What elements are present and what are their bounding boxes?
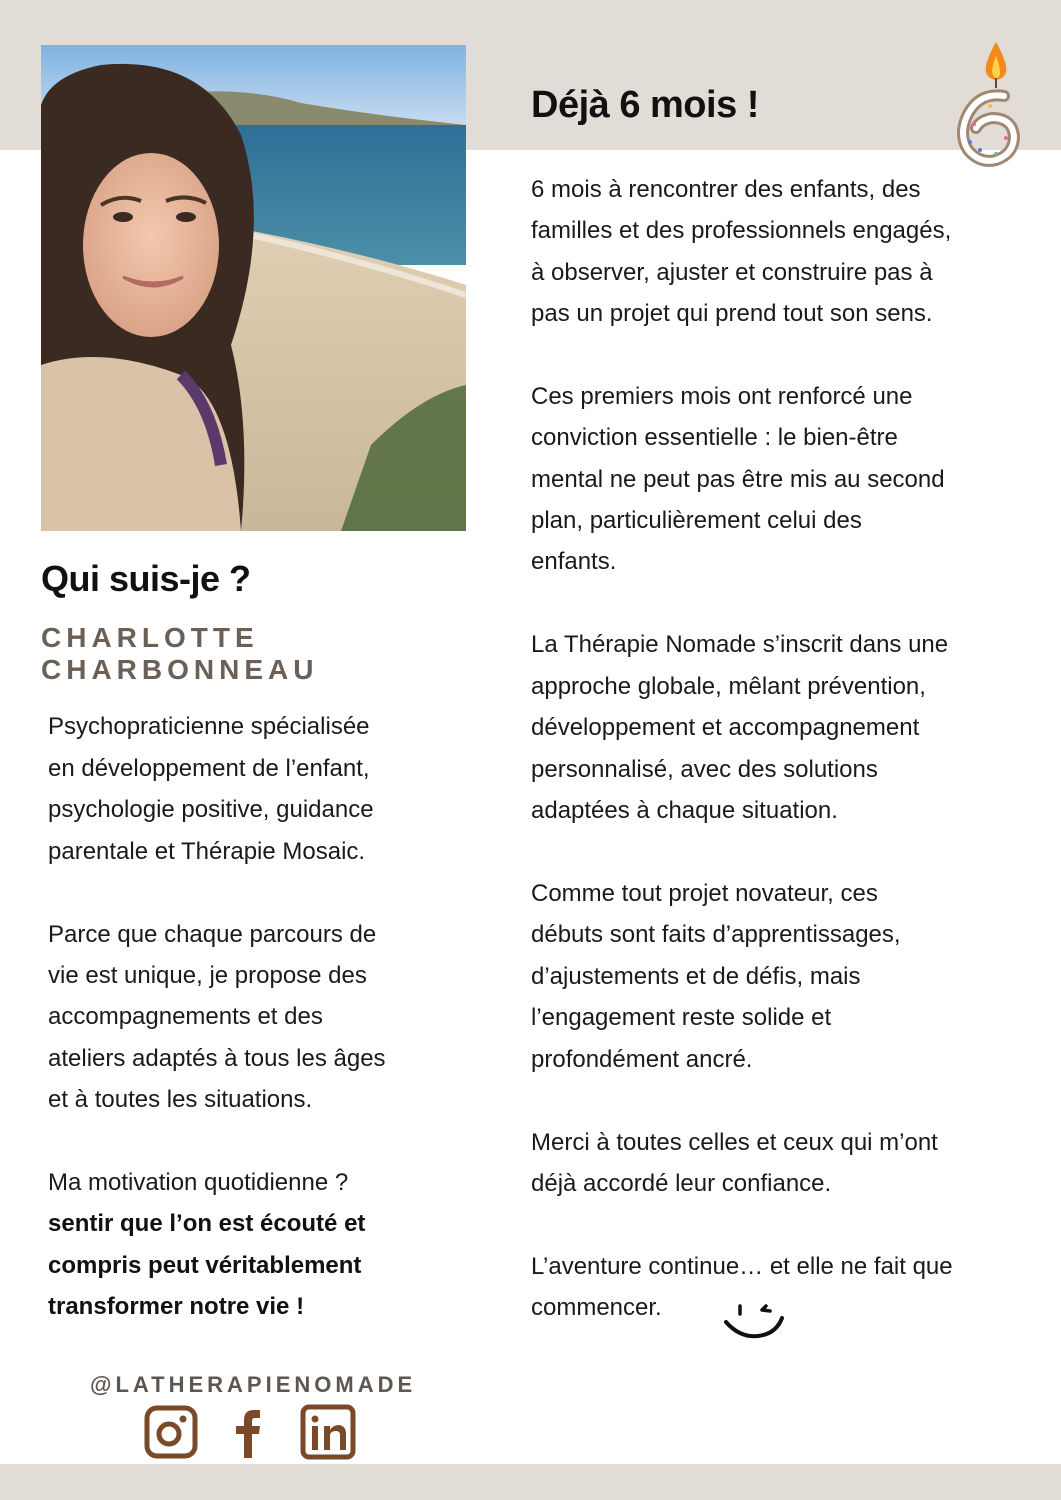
facebook-icon[interactable] [230,1404,266,1460]
text-line: accompagnements et des [48,1003,323,1030]
text-line: approche globale, mêlant prévention, [531,673,926,700]
winking-smiley-icon [720,1298,790,1344]
text-line: développement et accompagnement [531,714,920,741]
text-line: Comme tout projet novateur, ces [531,880,878,907]
text-line: Ma motivation quotidienne ? [48,1169,349,1196]
text-line: personnalisé, avec des solutions [531,756,878,783]
text-line: ateliers adaptés à tous les âges [48,1045,386,1072]
text-line: enfants. [531,548,617,575]
text-line-bold: transformer notre vie ! [48,1293,305,1320]
text-line: 6 mois à rencontrer des enfants, des [531,176,921,203]
text-line: l’engagement reste solide et [531,1004,832,1031]
text-line: et à toutes les situations. [48,1086,313,1113]
text-line: adaptées à chaque situation. [531,797,838,824]
instagram-icon[interactable] [144,1404,198,1460]
text-line: mental ne peut pas être mis au second [531,466,945,493]
bottom-band [0,1464,1061,1500]
text-line: d’ajustements et de défis, mais [531,963,861,990]
text-line-bold: sentir que l’on est écouté et [48,1210,366,1237]
about-title: Qui suis-je ? [41,558,251,599]
text-line: à observer, ajuster et construire pas à [531,259,933,286]
linkedin-icon[interactable] [300,1404,356,1460]
text-line: plan, particulièrement celui des [531,507,862,534]
text-line: La Thérapie Nomade s’inscrit dans une [531,631,949,658]
text-line: Merci à toutes celles et ceux qui m’ont [531,1129,938,1156]
last-name: CHARBONNEAU [41,654,319,685]
text-line: L’aventure continue… et elle ne fait que [531,1253,953,1280]
text-line: profondément ancré. [531,1046,753,1073]
text-line: conviction essentielle : le bien-être [531,424,898,451]
text-line: pas un projet qui prend tout son sens. [531,300,933,327]
text-line: familles et des professionnels engagés, [531,217,952,244]
text-line: commencer. [531,1294,662,1321]
text-line: Psychopraticienne spécialisée [48,713,370,740]
first-name: CHARLOTTE [41,622,259,653]
text-line: psychologie positive, guidance [48,796,374,823]
text-line-bold: compris peut véritablement [48,1252,362,1279]
text-line: Ces premiers mois ont renforcé une [531,383,913,410]
text-line: parentale et Thérapie Mosaic. [48,838,366,865]
text-line: déjà accordé leur confiance. [531,1170,832,1197]
text-line: en développement de l’enfant, [48,755,370,782]
text-line: vie est unique, je propose des [48,962,367,989]
text-line: débuts sont faits d’apprentissages, [531,921,901,948]
anniversary-title: Déjà 6 mois ! [531,84,759,126]
profile-photo [41,45,466,531]
number-six-candle-icon [950,38,1026,170]
text-line: Parce que chaque parcours de [48,921,377,948]
social-handle[interactable]: @LATHERAPIENOMADE [90,1372,417,1397]
